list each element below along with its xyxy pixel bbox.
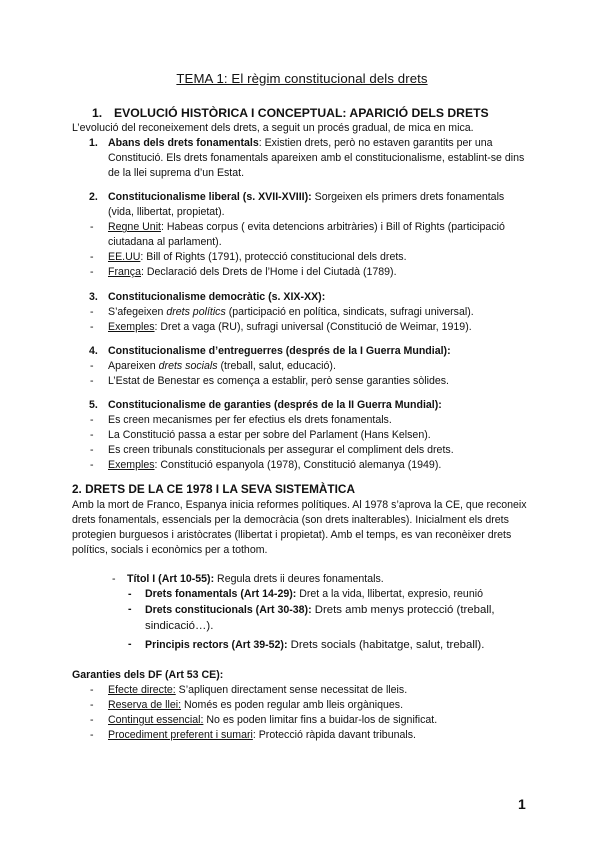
page-number: 1 xyxy=(518,796,526,812)
list-item: - Reserva de llei: Només es poden regular amb lleis orgàniques. xyxy=(90,698,404,711)
list-item: - Es creen tribunals constitucionals per assegurar el compliment dels drets. xyxy=(90,443,454,456)
list-item: - EE.UU: Bill of Rights (1791), protecció constitucional dels drets. xyxy=(90,251,407,264)
titol-item: - Títol I (Art 10-55): Regula drets ii deures fonamentals. xyxy=(112,572,384,585)
section1-heading: 1. EVOLUCIÓ HISTÒRICA I CONCEPTUAL: APARICIÓ DELS DRETS xyxy=(92,105,489,120)
list-item: - Exemples: Constitució espanyola (1978), Constitució alemanya (1949). xyxy=(90,458,442,471)
section2-heading: 2. DRETS DE LA CE 1978 I LA SEVA SISTEMÀTICA xyxy=(72,481,355,496)
subsection-5: 5. Constitucionalisme de garanties (després de la II Guerra Mundial): xyxy=(89,398,442,411)
subsection-2: 2. Constitucionalisme liberal (s. XVII-XVIII): Sorgeixen els primers drets fonamentals (vida, llibertat, propietat). xyxy=(89,191,505,219)
section1-intro: L’evolució del reconeixement dels drets, a seguit un procés gradual, de mica en mica. xyxy=(72,122,474,135)
document-page xyxy=(72,70,532,743)
document-title: TEMA 1: El règim constitucional dels drets xyxy=(176,71,428,86)
garanties-heading: Garanties dels DF (Art 53 CE): xyxy=(72,668,224,681)
list-item: - Drets fonamentals (Art 14-29): Dret a la vida, llibertat, expresio, reunió xyxy=(128,587,483,600)
list-item: - Drets constitucionals (Art 30-38): Drets amb menys protecció (treball, sindicació…). xyxy=(128,602,495,633)
list-item: - Procediment preferent i sumari: Protecció ràpida davant tribunals. xyxy=(90,728,416,741)
subsection-4: 4. Constitucionalisme d’entreguerres (després de la I Guerra Mundial): xyxy=(89,344,451,357)
section2-paragraph: Amb la mort de Franco, Espanya inicia reformes polítiques. Al 1978 s’aprova la CE, que reconeix drets fonamentals, essencials per la democràcia (son drets inalterables). Inicialment els drets protegien burguesos i aristòcrates (llibertat i propietat). Amb el temps, es van reconèixer drets polítics, socials i econòmics per a tothom. xyxy=(72,498,527,556)
list-item: - Apareixen drets socials (treball, salut, educació). xyxy=(90,359,336,372)
list-item: - L’Estat de Benestar es comença a establir, però sense garanties sòlides. xyxy=(90,374,449,387)
list-item: - Exemples: Dret a vaga (RU), sufragi universal (Constitució de Weimar, 1919). xyxy=(90,320,472,333)
list-item: - França: Declaració dels Drets de l’Home i del Ciutadà (1789). xyxy=(90,266,397,279)
list-item: - Contingut essencial: No es poden limitar fins a buidar-los de significat. xyxy=(90,713,438,726)
list-item: - S’afegeixen drets polítics (participació en política, sindicats, sufragi universal). xyxy=(90,305,474,318)
list-item: - Regne Unit: Habeas corpus ( evita detencions arbitràries) i Bill of Rights (participació ciutadana al parlament). xyxy=(90,221,505,249)
subsection-3: 3. Constitucionalisme democràtic (s. XIX-XX): xyxy=(89,290,326,303)
list-item: - Es creen mecanismes per fer efectius els drets fonamentals. xyxy=(90,413,392,426)
list-item: - La Constitució passa a estar per sobre del Parlament (Hans Kelsen). xyxy=(90,428,431,441)
list-item: - Principis rectors (Art 39-52): Drets socials (habitatge, salut, treball). xyxy=(128,638,485,652)
subsection-1: 1. Abans dels drets fonamentals: Existien drets, però no estaven garantits per una Constitució. Els drets fonamentals apareixen amb el constitucionalisme, establint-se dins de la llei suprema d’un Estat. xyxy=(89,137,525,180)
list-item: - Efecte directe: S’apliquen directament sense necessitat de lleis. xyxy=(90,683,408,696)
